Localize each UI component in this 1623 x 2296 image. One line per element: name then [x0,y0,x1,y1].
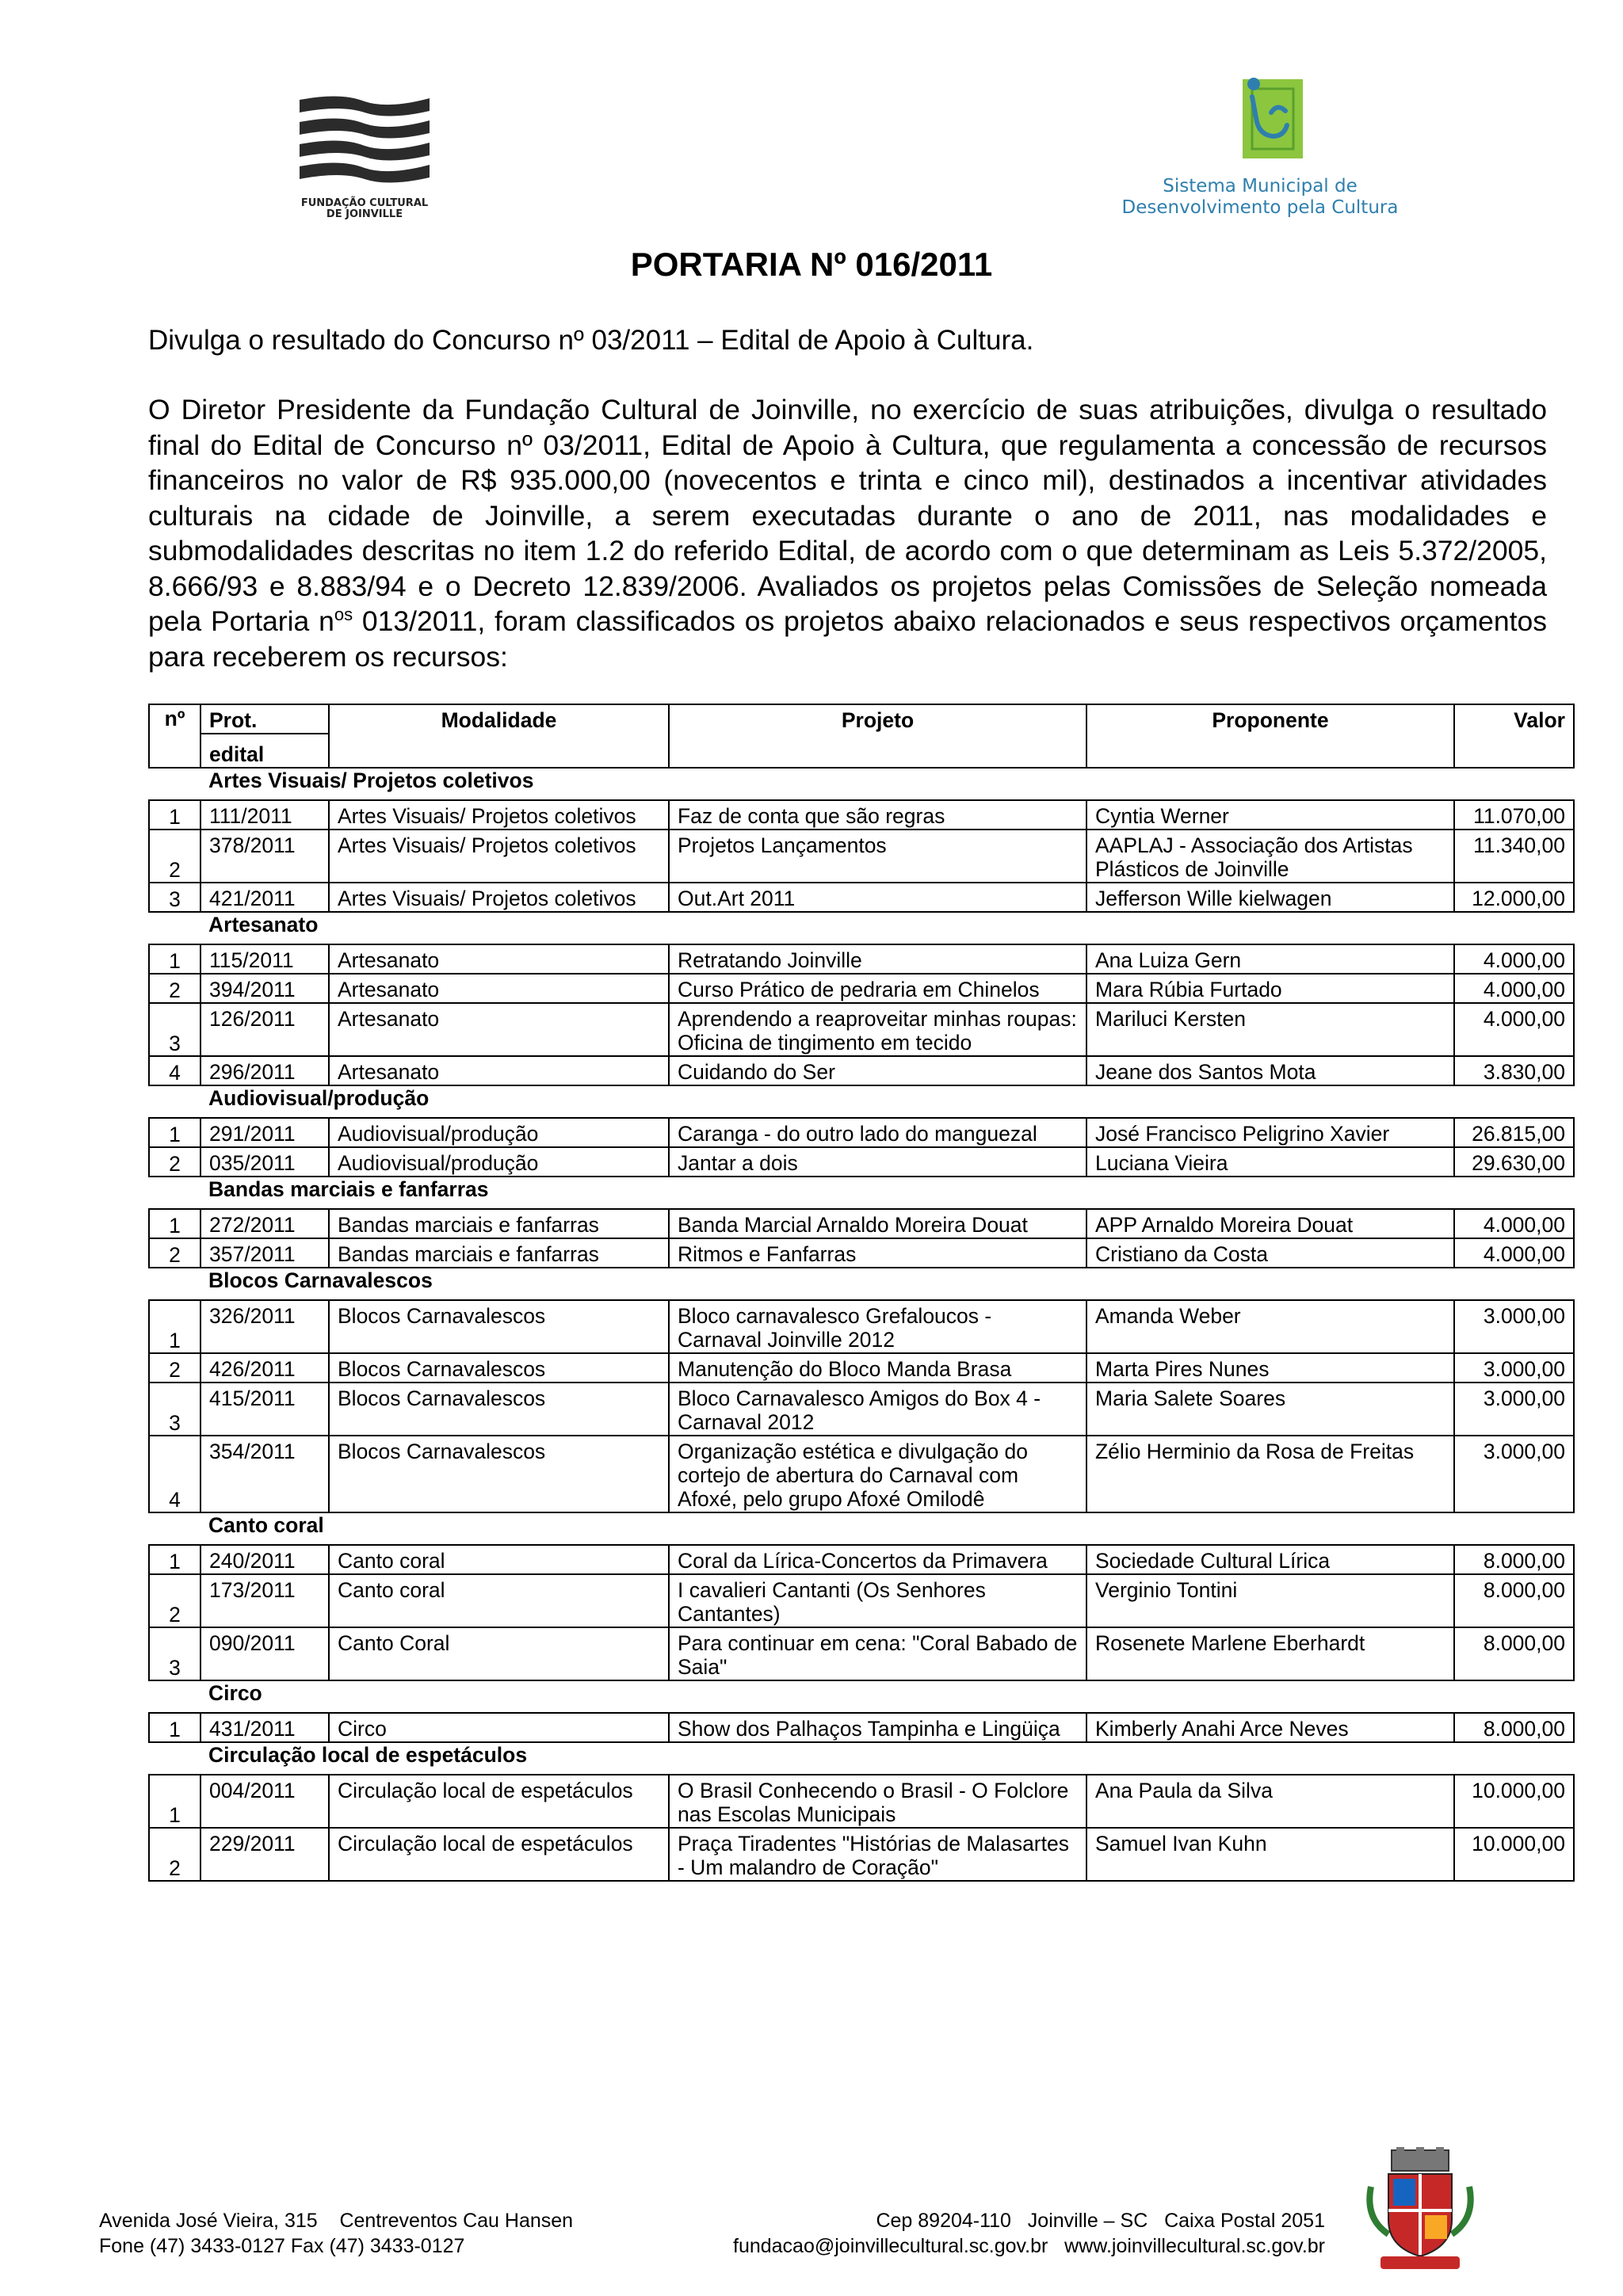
cell-proponente: AAPLAJ - Associação dos Artistas Plásticos de Joinville [1086,830,1454,883]
cell-prot: 004/2011 [200,1775,329,1828]
category-title: Circo [208,1681,262,1705]
cell-projeto: Manutenção do Bloco Manda Brasa [669,1353,1086,1383]
cell-proponente: Sociedade Cultural Lírica [1086,1545,1454,1574]
cell-proponente: Samuel Ivan Kuhn [1086,1828,1454,1881]
header-prot: Prot. [200,704,329,734]
cell-num: 4 [149,1056,200,1085]
cell-num: 1 [149,1713,200,1742]
footer-postal-line: Cep 89204-110 Joinville – SC Caixa Postal 2051 [876,2210,1325,2232]
table-row [149,1713,1574,1742]
cell-prot: 296/2011 [200,1056,329,1085]
cell-modalidade: Audiovisual/produção [329,1147,669,1177]
cell-proponente: Luciana Vieira [1086,1147,1454,1177]
sistema-municipal-line2: Desenvolvimento pela Cultura [1121,197,1399,218]
cell-valor: 8.000,00 [1454,1574,1574,1627]
cell-prot: 431/2011 [200,1713,329,1742]
cell-projeto: Out.Art 2011 [669,883,1086,912]
cell-projeto: Retratando Joinville [669,944,1086,974]
category-row [149,768,1574,793]
cell-modalidade: Canto Coral [329,1627,669,1680]
cell-num: 2 [149,1574,200,1627]
cell-num: 1 [149,1775,200,1828]
cell-projeto: Caranga - do outro lado do manguezal [669,1118,1086,1147]
table-row [149,1003,1574,1056]
cell-projeto: Projetos Lançamentos [669,830,1086,883]
category-title: Bandas marciais e fanfarras [208,1177,489,1201]
cell-prot: 035/2011 [200,1147,329,1177]
table-row [149,1545,1574,1574]
cell-prot: 291/2011 [200,1118,329,1147]
cell-proponente: Kimberly Anahi Arce Neves [1086,1713,1454,1742]
cell-num: 1 [149,1209,200,1238]
cell-proponente: Mariluci Kersten [1086,1003,1454,1056]
cell-valor: 3.000,00 [1454,1353,1574,1383]
category-title: Blocos Carnavalescos [208,1268,433,1292]
cell-num: 2 [149,1238,200,1268]
cell-projeto: Aprendendo a reaproveitar minhas roupas: Oficina de tingimento em tecido [669,1003,1086,1056]
cell-num: 1 [149,1545,200,1574]
cell-modalidade: Canto coral [329,1545,669,1574]
category-row [149,1268,1574,1293]
cell-proponente: APP Arnaldo Moreira Douat [1086,1209,1454,1238]
cell-modalidade: Circo [329,1713,669,1742]
table-row [149,883,1574,912]
sistema-municipal-line1: Sistema Municipal de [1163,176,1358,196]
table-row [149,800,1574,830]
cell-proponente: Verginio Tontini [1086,1574,1454,1627]
cell-prot: 378/2011 [200,830,329,883]
cell-valor: 4.000,00 [1454,974,1574,1003]
cell-projeto: Jantar a dois [669,1147,1086,1177]
cell-proponente: Ana Paula da Silva [1086,1775,1454,1828]
sistema-municipal-logo-text [1109,176,1411,219]
cell-valor: 3.000,00 [1454,1383,1574,1436]
joinville-crest-icon [1365,2147,1476,2274]
footer-phone-line: Fone (47) 3433-0127 Fax (47) 3433-0127 [99,2235,465,2257]
cell-num: 2 [149,1147,200,1177]
category-row [149,1742,1574,1768]
header-valor: Valor [1454,704,1574,768]
table-row [149,1383,1574,1436]
cell-valor: 8.000,00 [1454,1713,1574,1742]
table-row [149,944,1574,974]
table-row [149,830,1574,883]
table-row [149,1238,1574,1268]
cell-projeto: Faz de conta que são regras [669,800,1086,830]
cell-num: 1 [149,944,200,974]
fundacao-cultural-logo-text: FUNDAÇÃO CULTURAL DE JOINVILLE [300,197,429,220]
category-row [149,912,1574,937]
cell-prot: 272/2011 [200,1209,329,1238]
category-row [149,1177,1574,1202]
cell-prot: 354/2011 [200,1436,329,1512]
cell-modalidade: Circulação local de espetáculos [329,1828,669,1881]
cell-valor: 29.630,00 [1454,1147,1574,1177]
cell-num: 1 [149,1300,200,1353]
cell-projeto: Coral da Lírica-Concertos da Primavera [669,1545,1086,1574]
cell-valor: 3.830,00 [1454,1056,1574,1085]
cell-num: 1 [149,1118,200,1147]
cell-modalidade: Artes Visuais/ Projetos coletivos [329,883,669,912]
cell-modalidade: Bandas marciais e fanfarras [329,1209,669,1238]
cell-proponente: Marta Pires Nunes [1086,1353,1454,1383]
header-proponente: Proponente [1086,704,1454,768]
table-row [149,1300,1574,1353]
cell-projeto: Organização estética e divulgação do cortejo de abertura do Carnaval com Afoxé, pelo grupo Afoxé Omilodê [669,1436,1086,1512]
table-row [149,1574,1574,1627]
intro-text-1: O Diretor Presidente da Fundação Cultural de Joinville, no exercício de suas atribuições, divulga o resultado final do Edital de Concurso nº 03/2011, Edital de Apoio à Cultura, que regulamenta a concessão de recursos financeiros no valor de R$ 935.000,00 (novecentos e trinta e cinco mil), destinados a incentivar atividades culturais na cidade de Joinville, a serem executadas durante o ano de 2011, nas modalidades e submodalidades descritas no item 1.2 do referido Edital, de acordo com o que determinam as Leis 5.372/2005, 8.666/93 e 8.883/94 e o Decreto 12.839/2006. Avaliados os projetos pelas Comissões de Seleção nomeada pela Portaria n [148,394,1547,637]
cell-prot: 421/2011 [200,883,329,912]
cell-prot: 240/2011 [200,1545,329,1574]
cell-projeto: Para continuar em cena: "Coral Babado de Saia" [669,1627,1086,1680]
cell-valor: 8.000,00 [1454,1627,1574,1680]
cell-valor: 4.000,00 [1454,1238,1574,1268]
footer-address-line1: Avenida José Vieira, 315 Centreventos Cau Hansen [99,2210,574,2232]
results-table [148,704,1575,1882]
cell-valor: 12.000,00 [1454,883,1574,912]
cell-proponente: Amanda Weber [1086,1300,1454,1353]
cell-valor: 3.000,00 [1454,1300,1574,1353]
cell-prot: 111/2011 [200,800,329,830]
cell-num: 1 [149,800,200,830]
table-row [149,1627,1574,1680]
footer-address [99,2208,573,2259]
cell-num: 3 [149,1003,200,1056]
cell-valor: 11.340,00 [1454,830,1574,883]
cell-projeto: Bloco carnavalesco Grefaloucos - Carnaval Joinville 2012 [669,1300,1086,1353]
table-row [149,1056,1574,1085]
cell-modalidade: Blocos Carnavalescos [329,1300,669,1353]
cell-projeto: Banda Marcial Arnaldo Moreira Douat [669,1209,1086,1238]
cell-modalidade: Audiovisual/produção [329,1118,669,1147]
cell-proponente: Jefferson Wille kielwagen [1086,883,1454,912]
cell-projeto: Cuidando do Ser [669,1056,1086,1085]
cell-prot: 126/2011 [200,1003,329,1056]
cell-num: 2 [149,1353,200,1383]
cell-projeto: Ritmos e Fanfarras [669,1238,1086,1268]
cell-prot: 115/2011 [200,944,329,974]
category-title: Artesanato [208,913,319,936]
cell-modalidade: Circulação local de espetáculos [329,1775,669,1828]
cell-proponente: Rosenete Marlene Eberhardt [1086,1627,1454,1680]
cell-valor: 10.000,00 [1454,1828,1574,1881]
cell-valor: 26.815,00 [1454,1118,1574,1147]
cell-projeto: Show dos Palhaços Tampinha e Lingüiça [669,1713,1086,1742]
category-title: Audiovisual/produção [208,1086,430,1110]
cell-prot: 357/2011 [200,1238,329,1268]
cell-modalidade: Artes Visuais/ Projetos coletivos [329,830,669,883]
cell-proponente: Mara Rúbia Furtado [1086,974,1454,1003]
cell-projeto: O Brasil Conhecendo o Brasil - O Folclore nas Escolas Municipais [669,1775,1086,1828]
cell-prot: 229/2011 [200,1828,329,1881]
sistema-municipal-logo [1228,73,1316,168]
cell-prot: 173/2011 [200,1574,329,1627]
cell-valor: 8.000,00 [1454,1545,1574,1574]
cell-modalidade: Blocos Carnavalescos [329,1353,669,1383]
intro-paragraph [148,392,1547,674]
page-subtitle: Divulga o resultado do Concurso nº 03/2011 – Edital de Apoio à Cultura. [148,325,1034,356]
cell-proponente: Cyntia Werner [1086,800,1454,830]
table-row [149,974,1574,1003]
table-header-row [149,704,1574,734]
cell-projeto: Curso Prático de pedraria em Chinelos [669,974,1086,1003]
cell-num: 3 [149,1383,200,1436]
cell-proponente: Zélio Herminio da Rosa de Freitas [1086,1436,1454,1512]
cell-projeto: Bloco Carnavalesco Amigos do Box 4 - Carnaval 2012 [669,1383,1086,1436]
table-row [149,1118,1574,1147]
table-row [149,1436,1574,1512]
cell-valor: 4.000,00 [1454,944,1574,974]
cell-modalidade: Artesanato [329,974,669,1003]
cell-proponente: Maria Salete Soares [1086,1383,1454,1436]
cell-prot: 090/2011 [200,1627,329,1680]
cell-valor: 4.000,00 [1454,1209,1574,1238]
cell-proponente: José Francisco Peligrino Xavier [1086,1118,1454,1147]
cell-num: 2 [149,1828,200,1881]
cell-modalidade: Artesanato [329,1056,669,1085]
cell-num: 3 [149,1627,200,1680]
header-edital: edital [200,734,329,768]
cell-valor: 4.000,00 [1454,1003,1574,1056]
cell-num: 2 [149,974,200,1003]
cell-num: 2 [149,830,200,883]
category-row [149,1512,1574,1538]
cell-prot: 326/2011 [200,1300,329,1353]
cell-modalidade: Artesanato [329,944,669,974]
cell-prot: 415/2011 [200,1383,329,1436]
category-title: Circulação local de espetáculos [208,1743,528,1767]
cell-valor: 10.000,00 [1454,1775,1574,1828]
cell-projeto: Praça Tiradentes "Histórias de Malasartes - Um malandro de Coração" [669,1828,1086,1881]
cell-valor: 3.000,00 [1454,1436,1574,1512]
cell-modalidade: Blocos Carnavalescos [329,1383,669,1436]
header-modalidade: Modalidade [329,704,669,768]
footer-web-line: fundacao@joinvillecultural.sc.gov.br www.joinvillecultural.sc.gov.br [733,2235,1325,2257]
cell-num: 4 [149,1436,200,1512]
cell-modalidade: Artes Visuais/ Projetos coletivos [329,800,669,830]
category-row [149,1680,1574,1706]
category-row [149,1085,1574,1111]
cell-projeto: I cavalieri Cantanti (Os Senhores Cantantes) [669,1574,1086,1627]
cell-proponente: Cristiano da Costa [1086,1238,1454,1268]
intro-superscript: os [334,605,353,625]
cell-proponente: Jeane dos Santos Mota [1086,1056,1454,1085]
cell-valor: 11.070,00 [1454,800,1574,830]
cell-proponente: Ana Luiza Gern [1086,944,1454,974]
table-row [149,1353,1574,1383]
cell-prot: 426/2011 [200,1353,329,1383]
table-row [149,1828,1574,1881]
header-num: nº [149,704,200,768]
table-row [149,1147,1574,1177]
page-title: PORTARIA Nº 016/2011 [630,246,993,283]
intro-text-2: 013/2011, foram classificados os projetos abaixo relacionados e seus respectivos orçamentos para receberem os recursos: [148,605,1548,673]
cell-modalidade: Blocos Carnavalescos [329,1436,669,1512]
table-row [149,1775,1574,1828]
cell-modalidade: Artesanato [329,1003,669,1056]
category-title: Artes Visuais/ Projetos coletivos [208,769,534,792]
header-projeto: Projeto [669,704,1086,768]
cell-modalidade: Bandas marciais e fanfarras [329,1238,669,1268]
category-title: Canto coral [208,1513,324,1537]
cell-num: 3 [149,883,200,912]
footer-contact [666,2208,1325,2259]
table-row [149,1209,1574,1238]
cell-prot: 394/2011 [200,974,329,1003]
cell-modalidade: Canto coral [329,1574,669,1627]
